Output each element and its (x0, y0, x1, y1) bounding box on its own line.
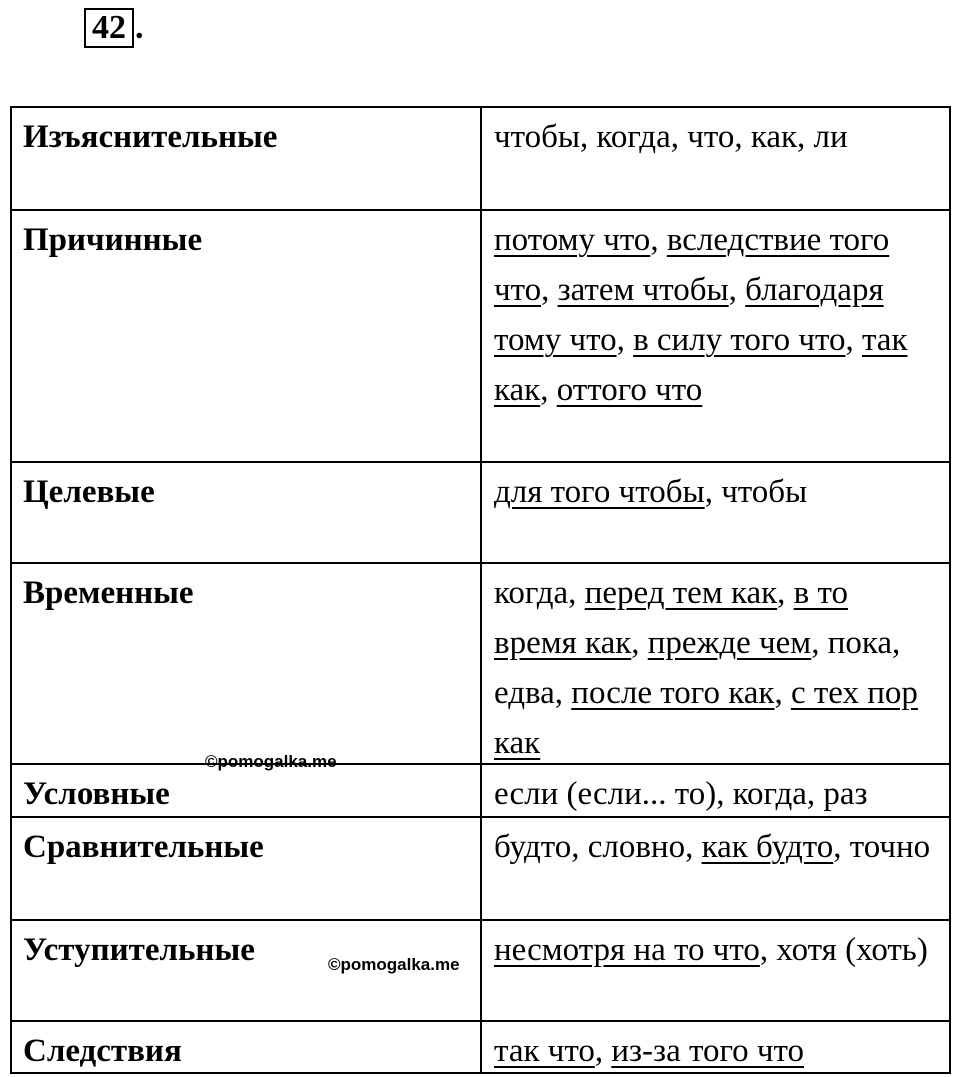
conjunctions-table-block-1 (10, 106, 951, 818)
compound-conjunction: перед тем как (584, 575, 778, 611)
compound-conjunction: потому что (494, 222, 651, 258)
compound-conjunction: для того чтобы (494, 474, 705, 510)
compound-conjunction: с тех пор как (494, 675, 918, 761)
conjunction-text: , (594, 1033, 612, 1069)
clause-type-cell: Условные (12, 765, 482, 816)
conjunction-text: , (845, 322, 862, 358)
clause-type-cell: Целевые (12, 463, 482, 562)
conjunction-text: , чтобы (704, 474, 808, 510)
compound-conjunction: прежде чем (647, 625, 812, 661)
table-row (12, 919, 949, 1020)
conjunctions-table-block-2 (10, 816, 951, 1074)
conjunction-text: , хотя (хоть) (759, 932, 928, 968)
task-number-dot: . (135, 9, 144, 46)
conjunctions-cell (482, 921, 949, 1020)
clause-type-cell: Сравнительные (12, 818, 482, 919)
conjunction-text: , точно (833, 829, 931, 865)
table-row (12, 562, 949, 763)
compound-conjunction: так как (494, 322, 908, 408)
table-row (12, 461, 949, 562)
compound-conjunction: из-за того что (611, 1033, 804, 1069)
clause-type-cell: Изъяснительные (12, 108, 482, 209)
compound-conjunction: после того как (571, 675, 775, 711)
conjunction-text: , (540, 372, 557, 408)
conjunction-text: , (631, 625, 648, 661)
table-row (12, 763, 949, 816)
conjunction-text: когда, (494, 575, 585, 611)
table-row (12, 1020, 949, 1072)
conjunctions-cell (482, 463, 949, 562)
conjunction-text: , (728, 272, 746, 308)
conjunction-text: , (650, 222, 667, 258)
conjunction-text: , (616, 322, 634, 358)
conjunction-text: если (если... то), когда, раз (494, 776, 868, 812)
conjunctions-cell (482, 1022, 949, 1072)
compound-conjunction: оттого что (556, 372, 703, 408)
conjunction-text: , (777, 575, 794, 611)
conjunction-text: чтобы, когда, что, как, ли (494, 119, 848, 155)
table-row (12, 818, 949, 919)
watermark-2: ©pomogalka.me (328, 955, 460, 974)
clause-type-cell: Причинные (12, 211, 482, 461)
compound-conjunction: так что (494, 1033, 595, 1069)
conjunction-text: , пока, едва, (494, 625, 901, 711)
watermark-1: ©pomogalka.me (205, 752, 337, 771)
compound-conjunction: вследствие того что (494, 222, 890, 308)
conjunctions-cell (482, 211, 949, 461)
compound-conjunction: в то время как (494, 575, 848, 661)
task-number: 42 (92, 9, 126, 46)
conjunctions-cell (482, 108, 949, 209)
clause-type-cell: Уступительные (12, 921, 482, 1020)
conjunctions-cell (482, 765, 949, 816)
conjunction-text: , (774, 675, 791, 711)
compound-conjunction: в силу того что (633, 322, 846, 358)
compound-conjunction: благодаря тому что (494, 272, 884, 358)
task-number-box (84, 8, 144, 48)
compound-conjunction: как будто (701, 829, 834, 865)
conjunctions-cell (482, 818, 949, 919)
conjunctions-cell (482, 564, 949, 763)
compound-conjunction: затем чтобы (557, 272, 729, 308)
table-row (12, 108, 949, 209)
conjunction-text: , (541, 272, 558, 308)
clause-type-cell: Временные (12, 564, 482, 763)
compound-conjunction: несмотря на то что (494, 932, 760, 968)
clause-type-cell: Следствия (12, 1022, 482, 1072)
table-row (12, 209, 949, 461)
conjunction-text: будто, словно, (494, 829, 702, 865)
